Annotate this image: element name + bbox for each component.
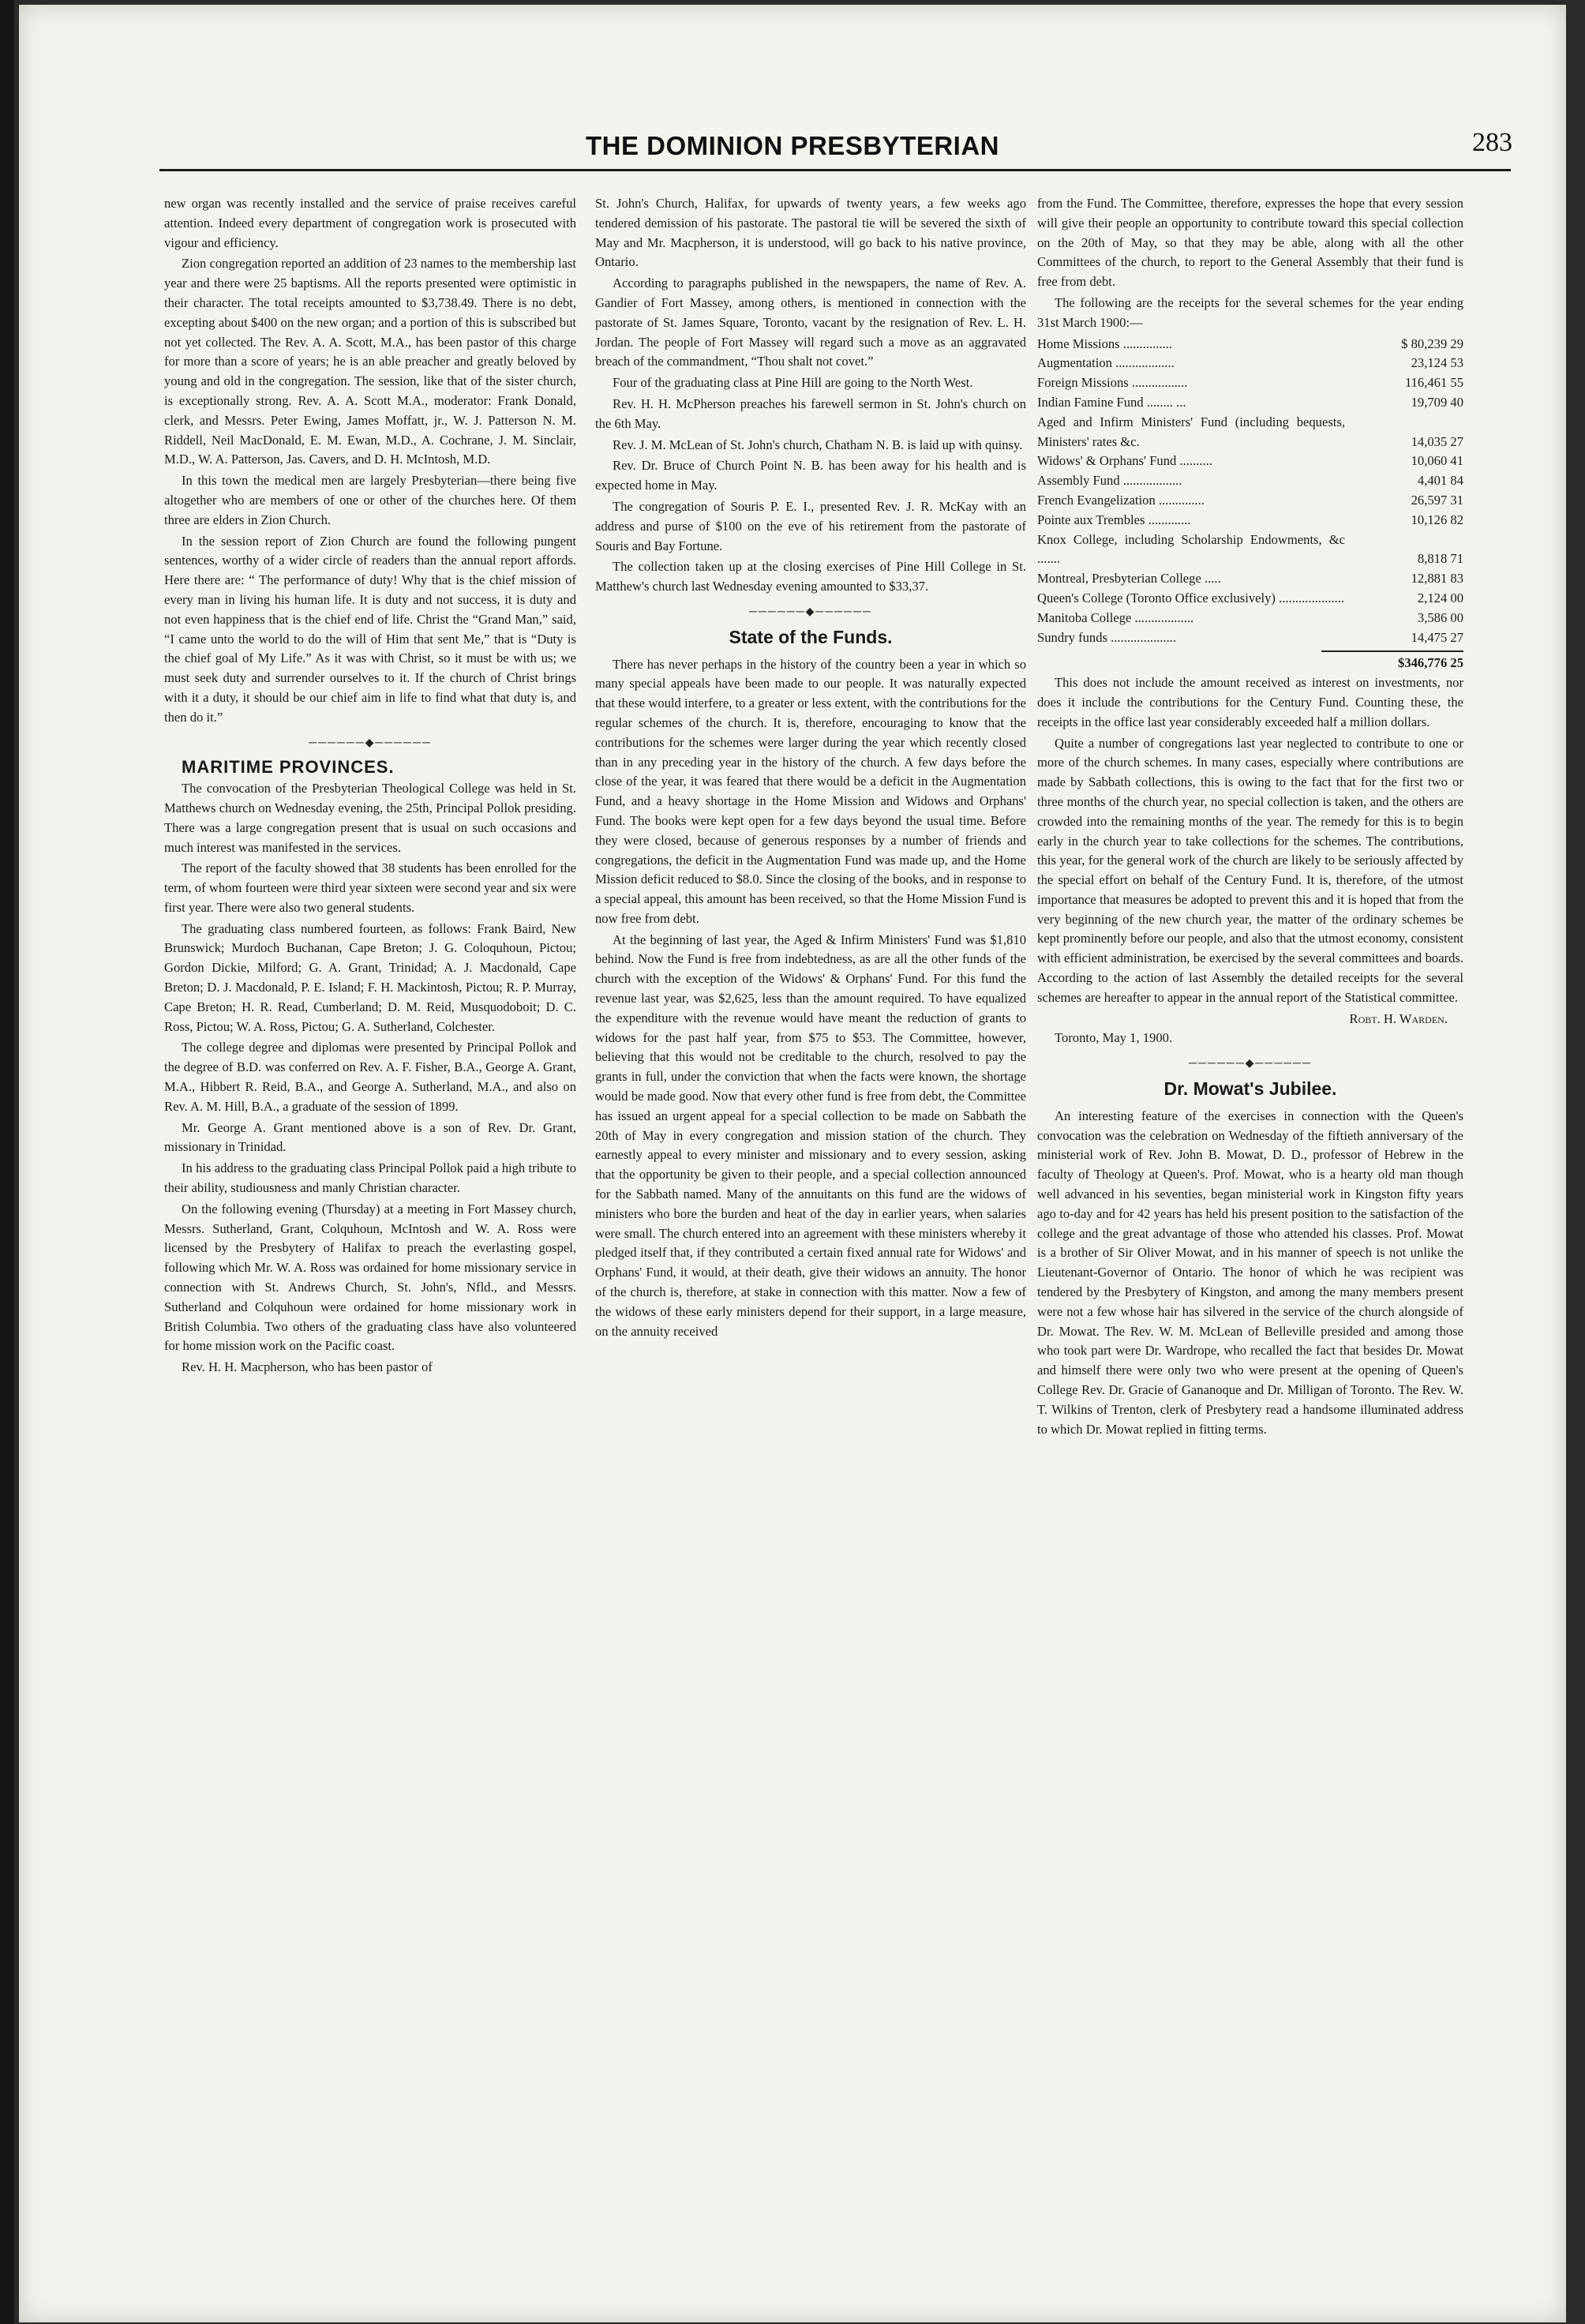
- receipts-row: [1037, 609, 1463, 628]
- receipt-fund-name: Knox College, including Scholarship Endowments, &c .......: [1037, 531, 1345, 567]
- page-header: [19, 128, 1566, 178]
- paragraph: Four of the graduating class at Pine Hill are going to the North West.: [613, 375, 973, 391]
- section-heading-state-of-funds: State of the Funds.: [729, 626, 893, 647]
- receipts-table: [1037, 335, 1463, 648]
- paragraph: Rev. H. H. Macpherson, who has been pastor of: [182, 1359, 433, 1375]
- paragraph: Quite a number of congregations last year neglected to contribute to one or more of the church schemes. In many cases, especially where contributions are made by Sabbath collections, this is owing to the fact that for the first two or three months of the church year, no special collection is taken, and the others are crowded into the remaining months of the year. The remedy for this is to begin early in the church year to take collections for the schemes. The contributions, this year, for the general work of the church are likely to be seriously affected by the special effort on behalf of the Century Fund. It is, therefore, of the utmost importance that measures be adopted to prevent this and it is hoped that from the very beginning of the new church year, the matter of the ordinary schemes be kept prominently before our people, and also that the utmost economy, consistent with efficient administration, be exercised by the several committees and boards. According to the action of last Assembly the detailed receipts for the several schemes are hereafter to appear in the annual report of the Statistical committee.: [1037, 735, 1463, 1005]
- receipts-row: [1037, 335, 1463, 354]
- receipts-row: [1037, 569, 1463, 589]
- receipt-amount: $ 80,239 29: [1401, 335, 1463, 351]
- paragraph: St. John's Church, Halifax, for upwards of twenty years, a few weeks ago tendered demission of his pastorate. The pastoral tie will be severed the sixth of May and Mr. Macpherson, it is understood, will go back to his native province, Ontario.: [595, 196, 1026, 270]
- receipts-row: [1037, 511, 1463, 530]
- paragraph: In the session report of Zion Church are found the following pungent sentences, worthy of a wider circle of readers than the annual report affords. Here there are: “ The performance of duty! Why that is the chief mission of every man in living his human life. It is duty and not success, it is duty and not even happiness that is the chief end of life. Christ the “Grand Man,” said, “I came unto the world to do the will of Him that sent Me,” that is “Duty is the chief goal of My Life.” As it was with Christ, so it must be with us; we must seek duty and surrender ourselves to it. If the church of Christ brings with it a duty, it should be our chief aim in life to find what that duty is, and then do it.”: [164, 533, 576, 725]
- paragraph: Zion congregation reported an addition of 23 names to the membership last year and there were 25 baptisms. All the reports presented were optimistic in their character. The total receipts amounted to $3,738.49. There is no debt, excepting about $400 on the new organ; and a portion of this is subscribed but not yet collected. The Rev. A. A. Scott, M.A., has been pastor of this charge for more than a score of years; he is an able preacher and greatly beloved by young and old in the congregation. The session, like that of the sister church, is exceptionally strong. Rev. A. A. Scott M.A., moderator: Frank Donald, clerk, and Messrs. Peter Ewing, James Moffatt, jr., W. J. Patterson N. M. Riddell, Neil MacDonald, E. M. Ewan, M.D., A. Cochrane, J. M. Sinclair, M.D., W. A. Patterson, Jas. Cavers, and D. H. McIntosh, M.D.: [164, 256, 576, 467]
- receipt-fund-name: French Evangelization ..............: [1037, 492, 1205, 508]
- receipt-fund-name: Assembly Fund ..................: [1037, 473, 1182, 489]
- paragraph: At the beginning of last year, the Aged & Infirm Ministers' Fund was $1,810 behind. Now the Fund is free from indebtedness, as are all the other funds of the church with the exception of the Widows' & Orphans' Fund. For this fund the revenue last year, was $2,625, less than the amount required. To have equalized the expenditure with the revenue would have meant the reduction of grants to widows for the past half year, from $75 to $53. The Committee, however, believing that this would not be creditable to the church, resolved to pay the grants in full, under the conviction that when the facts were known, the shortage would be made good. Now that every other fund is free from debt, the Committee has issued an urgent appeal for a special collection to be made on Sabbath the 20th of May in every congregation and mission station of the church. They earnestly appeal to every minister and missionary and to every session, asking that the opportunity be given to their people, and a special collection announced for the Sabbath named. Many of the annuitants on this fund are the widows of ministers who bore the burden and heat of the day in earlier years, when salaries were small. The church entered into an agreement with these ministers whereby it pledged itself that, if they contributed a certain fixed annual rate for Widows' and Orphans' Fund, it would, at their death, give their widows an annuity. The honor of the church is, therefore, at stake in connection with this matter. Now a few of the widows of these early ministers depend for their support, in a large measure, on the annuity received: [595, 931, 1026, 1339]
- paragraph: The graduating class numbered fourteen, as follows: Frank Baird, New Brunswick; Murdoch Buchanan, Cape Breton; J. G. Coloquhoun, Pictou; Gordon Dickie, Milford; G. A. Grant, Trinidad; A. J. Macdonald, Cape Breton; D. J. Macdonald, P. E. Island; F. H. Mackintosh, Pictou; R. P. Murray, Cape Breton; H. R. Read, Cumberland; D. M. Reid, Musquodoboit; D. C. Ross, Pictou; W. A. Ross, Pictou; G. A. Sutherland, Colchester.: [164, 920, 576, 1034]
- paragraph: Rev. H. H. McPherson preaches his farewell sermon in St. John's church on the 6th May.: [595, 395, 1026, 431]
- paragraph: In this town the medical men are largely Presbyterian—there being five altogether who are members of one or other of the churches here. Of them three are elders in Zion Church.: [164, 473, 576, 527]
- section-heading-maritime: MARITIME PROVINCES.: [182, 757, 395, 778]
- receipt-fund-name: Sundry funds ....................: [1037, 629, 1177, 645]
- paragraph: An interesting feature of the exercises in connection with the Queen's convocation was the celebration on Wednesday of the fiftieth anniversary of the ministerial work of Rev. John B. Mowat, D. D., professor of Hebrew in the faculty of Theology at Queen's. Prof. Mowat, who is a hearty old man though well advanced in his seventies, began ministerial work in Kingston fifty years ago to-day and for 42 years has held his present position to the satisfaction of the college and the great advantage of those who attended his classes. Prof. Mowat is a brother of Sir Oliver Mowat, and in his manner of speech is not unlike the Lieutenant-Governor of Ontario. The honor of which he was recipient was tendered by the Presbytery of Kingston, and among the many members present were not a few whose hair has silvered in the service of the church alongside of Dr. Mowat. The Rev. W. M. McLean of Belleville presided and among those who took part were Dr. Wardrope, who recalled the fact that besides Dr. Mowat and himself there were only two who were present at the opening of Queen's College Rev. Dr. Gracie of Gananoque and Dr. Milligan of Toronto. The Rev. W. T. Wilkins of Trenton, clerk of Presbytery read a handsome illuminated address to which Dr. Mowat replied in fitting terms.: [1037, 1108, 1463, 1437]
- receipt-amount: 116,461 55: [1404, 375, 1463, 391]
- receipts-row: [1037, 373, 1463, 393]
- column-3: [1037, 194, 1463, 1441]
- paragraph: Mr. George A. Grant mentioned above is a son of Rev. Dr. Grant, missionary in Trinidad.: [164, 1119, 576, 1155]
- paragraph: According to paragraphs published in the newspapers, the name of Rev. A. Gandier of Fort Massey, among others, is mentioned in connection with the pastorate of St. James Square, Toronto, vacant by the resignation of Rev. L. H. Jordan. The people of Fort Massey will regard such a move as an aggravated breach of the commandment, “Thou shalt not covet.”: [595, 276, 1026, 369]
- signature: Robt. H. Warden.: [1349, 1010, 1448, 1026]
- receipt-amount: 10,060 41: [1411, 453, 1463, 469]
- paragraph: The college degree and diplomas were presented by Principal Pollok and the degree of B.D. was conferred on Rev. A. F. Fisher, B.A., George A. Grant, M.A., Hibbert R. Reid, B.A., and George A. Sutherland, M.A., and also on Rev. A. M. Hill, B.A., a graduate of the session of 1899.: [164, 1040, 576, 1114]
- receipts-row: [1037, 413, 1463, 452]
- section-divider: [164, 734, 576, 754]
- page-edge-shadow: [0, 0, 14, 2324]
- paragraph: Rev. J. M. McLean of St. John's church, Chatham N. B. is laid up with quinsy.: [613, 437, 1023, 452]
- receipt-amount: 12,881 83: [1411, 571, 1463, 587]
- receipt-amount: 4,401 84: [1417, 473, 1463, 489]
- receipts-row: [1037, 530, 1463, 570]
- paragraph: The congregation of Souris P. E. I., presented Rev. J. R. McKay with an address and purse of $100 on the eve of his retirement from the pastorate of Souris and Bay Fortune.: [595, 498, 1026, 553]
- receipt-amount: 14,035 27: [1411, 433, 1463, 449]
- section-heading-mowat-jubilee: Dr. Mowat's Jubilee.: [1163, 1078, 1337, 1100]
- receipt-fund-name: Manitoba College ..................: [1037, 609, 1194, 625]
- paragraph: On the following evening (Thursday) at a meeting in Fort Massey church, Messrs. Sutherland, Grant, Colquhoun, McIntosh and W. A. Ross were licensed by the Presbytery of Halifax to preach the everlasting gospel, following which Mr. W. A. Ross was ordained for home missionary service in connection with St. Andrews Church, St. John's, Nfld., and Messrs. Sutherland and Colquhoun were ordained for home missionary work in British Columbia. Two others of the graduating class have also volunteered for home mission work on the Pacific coast.: [164, 1201, 576, 1354]
- paragraph: The convocation of the Presbyterian Theological College was held in St. Matthews church on Wednesday evening, the 25th, Principal Pollok presiding. There was a large congregation present that is usual on such occasions and much interest was manifested in the services.: [164, 781, 576, 855]
- receipts-row: [1037, 471, 1463, 491]
- receipts-total: $346,776 25: [1321, 650, 1463, 673]
- paragraph: The collection taken up at the closing exercises of Pine Hill College in St. Matthew's church last Wednesday evening amounted to $33,37.: [595, 559, 1026, 594]
- receipt-amount: 8,818 71: [1417, 551, 1463, 567]
- column-1: [164, 194, 576, 1379]
- receipt-fund-name: Augmentation ..................: [1037, 355, 1175, 371]
- receipt-amount: 10,126 82: [1411, 512, 1463, 527]
- receipt-amount: 26,597 31: [1411, 492, 1463, 508]
- receipts-row: [1037, 354, 1463, 373]
- receipts-row: [1037, 589, 1463, 609]
- paragraph: Rev. Dr. Bruce of Church Point N. B. has been away for his health and is expected home in May.: [595, 458, 1026, 493]
- receipt-amount: 19,709 40: [1411, 394, 1463, 410]
- receipt-fund-name: Foreign Missions .................: [1037, 375, 1188, 391]
- receipts-row: [1037, 393, 1463, 413]
- receipts-row: [1037, 628, 1463, 648]
- receipt-fund-name: Aged and Infirm Ministers' Fund (including bequests, Ministers' rates &c.: [1037, 414, 1345, 449]
- paragraph: The following are the receipts for the several schemes for the year ending 31st March 1900:—: [1037, 294, 1463, 330]
- receipt-fund-name: Montreal, Presbyterian College .....: [1037, 571, 1221, 587]
- paragraph: new organ was recently installed and the service of praise receives careful attention. Indeed every department of congregation work is prosecuted with vigour and efficiency.: [164, 196, 576, 250]
- receipt-fund-name: Home Missions ...............: [1037, 335, 1173, 351]
- section-divider: [595, 603, 1026, 623]
- receipt-fund-name: Widows' & Orphans' Fund ..........: [1037, 453, 1212, 469]
- newspaper-page: [19, 5, 1566, 2322]
- column-2: [595, 194, 1026, 1343]
- receipt-fund-name: Pointe aux Trembles .............: [1037, 512, 1191, 527]
- receipt-amount: 23,124 53: [1411, 355, 1463, 371]
- paragraph: In his address to the graduating class Principal Pollok paid a high tribute to their ability, studiousness and manly Christian character.: [164, 1160, 576, 1196]
- paragraph: The report of the faculty showed that 38 students has been enrolled for the term, of whom fourteen were third year sixteen were second year and six were first year. There were also two general students.: [164, 860, 576, 915]
- receipt-amount: 2,124 00: [1417, 590, 1463, 605]
- receipts-row: [1037, 452, 1463, 471]
- receipt-fund-name: Queen's College (Toronto Office exclusively) ....................: [1037, 590, 1345, 605]
- receipts-row: [1037, 491, 1463, 511]
- paragraph: There has never perhaps in the history of the country been a year in which so many special appeals have been made to our people. It was naturally expected that these would interfere, to a greater or less extent, with the contributions for the regular schemes of the church. It is, therefore, encouraging to know that the contributions for the schemes were larger during the year which recently closed than in any preceding year in the history of the church. A few days before the close of the year, it was feared that there would be a deficit in the Augmentation Fund, and a heavy shortage in the Home Mission and Widows and Orphans' Fund. The books were kept open for a few days beyond the usual time. Before they were closed, because of generous responses by a number of friends and congregations, the deficit in the Augmentation Fund was made up, and the Home Mission deficit reduced to $8.0. Since the closing of the books, and in response to a special appeal, this amount has been received, so that the Home Mission Fund is now free from debt.: [595, 656, 1026, 926]
- masthead-title: THE DOMINION PRESBYTERIAN: [585, 131, 1000, 160]
- receipt-fund-name: Indian Famine Fund ........ ...: [1037, 394, 1186, 410]
- dateline: Toronto, May 1, 1900.: [1055, 1030, 1173, 1046]
- section-divider: [1037, 1055, 1463, 1074]
- receipt-amount: 14,475 27: [1411, 629, 1463, 645]
- paragraph: This does not include the amount received as interest on investments, nor does it include the contributions for the Century Fund. Counting these, the receipts in the office last year considerably exceeded half a million dollars.: [1037, 675, 1463, 729]
- paragraph: from the Fund. The Committee, therefore, expresses the hope that every session will give their people an opportunity to contribute toward this special collection on the 20th of May, so that they may be able, along with all the other Committees of the church, to report to the General Assembly that their fund is free from debt.: [1037, 196, 1463, 290]
- page-number: 283: [1472, 128, 1512, 157]
- receipt-amount: 3,586 00: [1417, 609, 1463, 625]
- header-rule: [159, 169, 1511, 171]
